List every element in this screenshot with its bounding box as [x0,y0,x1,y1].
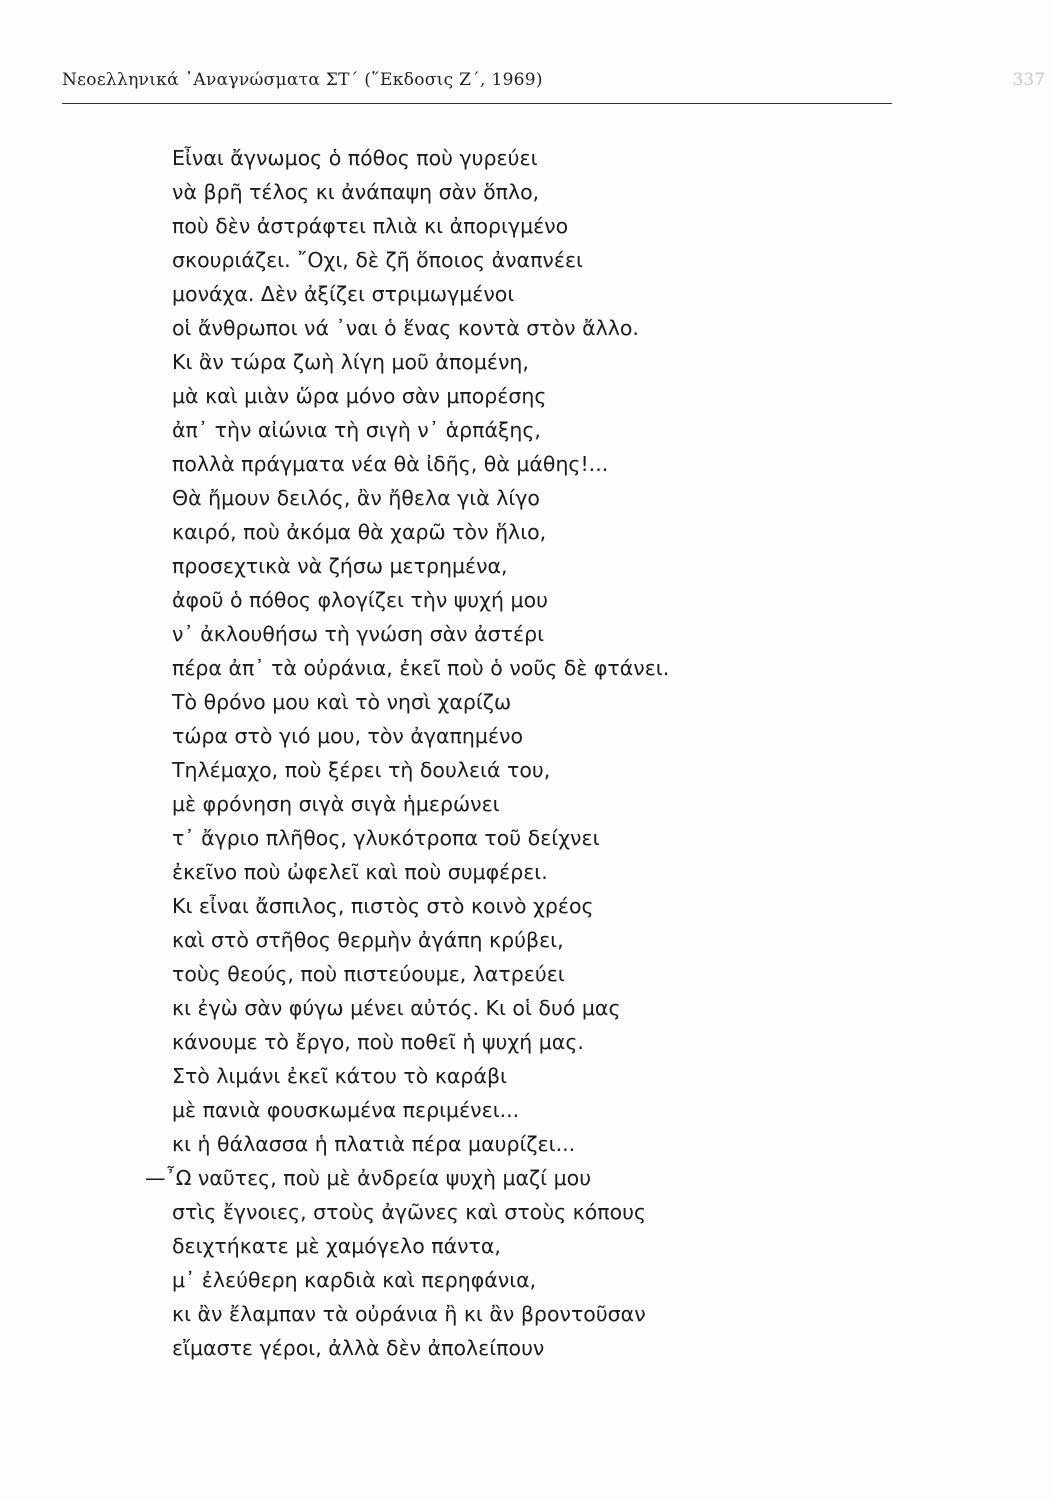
poem-line: στὶς ἔγνοιες, στοὺς ἀγῶνες καὶ στοὺς κόπους [172,1200,647,1224]
poem-line: Κι ἂν τώρα ζωὴ λίγη μοῦ ἀπομένη, [172,350,529,374]
poem-line: κι ἡ θάλασσα ἡ πλατιὰ πέρα μαυρίζει... [172,1132,576,1156]
poem-line: εἴμαστε γέροι, ἀλλὰ δὲν ἀπολείπουν [172,1336,545,1360]
poem-line: ἐκεῖνο ποὺ ὠφελεῖ καὶ ποὺ συμφέρει. [172,860,548,884]
poem-line: τώρα στὸ γιό μου, τὸν ἀγαπημένο [172,724,524,748]
poem-line: τ᾿ ἄγριο πλῆθος, γλυκότροπα τοῦ δείχνει [172,826,600,850]
poem-line: κι ἂν ἔλαμπαν τὰ οὐράνια ἢ κι ἂν βροντοῦσαν [172,1302,646,1326]
poem-line: ἀφοῦ ὁ πόθος φλογίζει τὴν ψυχή μου [172,588,548,612]
poem-line: σκουριάζει. ῎Οχι, δὲ ζῆ ὅποιος ἀναπνέει [172,248,583,272]
poem-line: —῏Ω ναῦτες, ποὺ μὲ ἀνδρεία ψυχὴ μαζί μου [145,1166,592,1190]
poem-line: μὰ καὶ μιὰν ὥρα μόνο σὰν μπορέσης [172,384,547,408]
page-number: 337 [1012,70,1045,90]
poem-line: κι ἐγὼ σὰν φύγω μένει αὐτός. Κι οἱ δυό μας [172,996,621,1020]
poem-line: νὰ βρῆ τέλος κι ἀνάπαψη σὰν ὅπλο, [172,180,540,204]
poem-line: Θὰ ἤμουν δειλός, ἂν ἤθελα γιὰ λίγο [172,486,540,510]
poem-line: τοὺς θεούς, ποὺ πιστεύουμε, λατρεύει [172,962,565,986]
poem-line: μ᾿ ἐλεύθερη καρδιὰ καὶ περηφάνια, [172,1268,537,1292]
poem-line: μὲ φρόνηση σιγὰ σιγὰ ἡμερώνει [172,792,500,816]
poem-line: Τὸ θρόνο μου καὶ τὸ νησὶ χαρίζω [172,690,512,714]
poem-line: ποὺ δὲν ἀστράφτει πλιὰ κι ἀποριγμένο [172,214,569,238]
poem-line: καὶ στὸ στῆθος θερμὴν ἀγάπη κρύβει, [172,928,564,952]
poem-line: πέρα ἀπ᾿ τὰ οὐράνια, ἐκεῖ ποὺ ὁ νοῦς δὲ φτάνει. [172,656,670,680]
poem-line: κάνουμε τὸ ἔργο, ποὺ ποθεῖ ἡ ψυχή μας. [172,1030,584,1054]
poem-line: Κι εἶναι ἄσπιλος, πιστὸς στὸ κοινὸ χρέος [172,894,594,918]
running-header: Νεοελληνικά ᾿Αναγνώσματα ΣΤ΄ (῞Εκδοσις Ζ΄, 1969) [62,70,543,90]
poem-line: οἱ ἄνθρωποι νά ᾿ναι ὁ ἕνας κοντὰ στὸν ἄλλο. [172,316,639,340]
poem-line: ἀπ᾿ τὴν αἰώνια τὴ σιγὴ ν᾿ ἁρπάξης, [172,418,541,442]
poem-line: ν᾿ ἀκλουθήσω τὴ γνώση σὰν ἀστέρι [172,622,545,646]
poem-line: μὲ πανιὰ φουσκωμένα περιμένει... [172,1098,520,1122]
poem-line: Τηλέμαχο, ποὺ ξέρει τὴ δουλειά του, [172,758,551,782]
poem-line: καιρό, ποὺ ἀκόμα θὰ χαρῶ τὸν ἥλιο, [172,520,547,544]
poem-line: δειχτήκατε μὲ χαμόγελο πάντα, [172,1234,501,1258]
poem-line: μονάχα. Δὲν ἀξίζει στριμωγμένοι [172,282,515,306]
poem-line: προσεχτικὰ νὰ ζήσω μετρημένα, [172,554,508,578]
poem-line: πολλὰ πράγματα νέα θὰ ἰδῆς, θὰ μάθης!... [172,452,609,476]
poem-line: Εἶναι ἄγνωμος ὁ πόθος ποὺ γυρεύει [172,146,538,170]
poem-line: Στὸ λιμάνι ἐκεῖ κάτου τὸ καράβι [172,1064,507,1088]
